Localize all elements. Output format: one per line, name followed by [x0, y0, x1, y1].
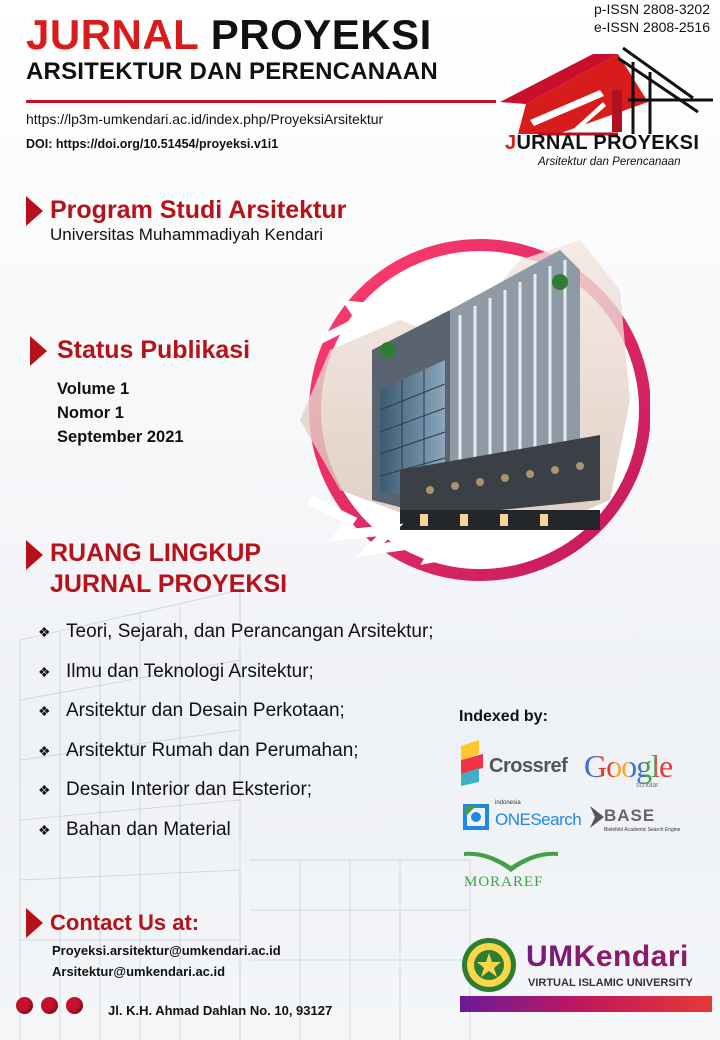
list-item — [38, 658, 434, 698]
umk-gradient-bar — [460, 996, 712, 1012]
base-sublabel: Bielefeld Academic Search Engine — [604, 827, 681, 833]
base-arrow-icon — [590, 806, 604, 828]
google-scholar-sublabel: scholar — [636, 782, 659, 789]
scope-item-text: Teori, Sejarah, dan Perancangan Arsitektur; — [66, 621, 434, 642]
red-dot — [16, 997, 33, 1014]
journal-doi[interactable]: DOI: https://doi.org/10.51454/proyeksi.v1i1 — [26, 137, 279, 151]
list-item — [38, 737, 434, 777]
diamond-bullet-icon: ❖ — [38, 663, 51, 680]
scope-title-line2: JURNAL PROYEKSI — [50, 570, 288, 598]
status-date: September 2021 — [57, 428, 184, 446]
scope-item-text: Desain Interior dan Eksterior; — [66, 779, 313, 800]
diamond-bullet-icon: ❖ — [38, 782, 51, 798]
red-dot — [41, 997, 58, 1014]
contact-address: Jl. K.H. Ahmad Dahlan No. 10, 93127 — [108, 1003, 333, 1018]
logo-journal-title — [505, 132, 699, 155]
umk-tagline: VIRTUAL ISLAMIC UNIVERSITY — [528, 977, 693, 989]
p-issn: p-ISSN 2808-3202 — [594, 1, 710, 17]
program-title: Program Studi Arsitektur — [50, 196, 347, 224]
scope-arrow-icon — [26, 540, 43, 570]
journal-title-urnal: URNAL — [49, 11, 199, 58]
journal-title-block — [26, 12, 496, 86]
status-title: Status Publikasi — [57, 336, 251, 364]
journal-title-j: J — [26, 11, 50, 58]
scope-item-text: Arsitektur Rumah dan Perumahan; — [66, 739, 359, 761]
base-logo[interactable] — [590, 804, 715, 838]
scope-list — [38, 618, 434, 855]
diamond-bullet-icon: ❖ — [38, 742, 51, 759]
journal-subtitle: ARSITEKTUR DAN PERENCANAAN — [26, 58, 438, 85]
diamond-bullet-icon: ❖ — [38, 821, 51, 838]
scope-title — [50, 538, 287, 600]
red-dot — [66, 997, 83, 1014]
diamond-bullet-icon: ❖ — [38, 703, 51, 719]
scope-item-text: Arsitektur dan Desain Perkotaan; — [66, 700, 345, 721]
crossref-label: Crossref — [489, 755, 568, 777]
university-name: Universitas Muhammadiyah Kendari — [50, 225, 324, 244]
contact-email-1[interactable]: Proyeksi.arsitektur@umkendari.ac.id — [52, 943, 281, 958]
status-number: Nomor 1 — [57, 404, 124, 422]
google-scholar-logo[interactable] — [584, 748, 694, 790]
indexed-title: Indexed by: — [459, 708, 548, 725]
contact-email-2[interactable]: Arsitektur@umkendari.ac.id — [52, 964, 226, 979]
list-item — [38, 776, 434, 816]
journal-title — [26, 12, 496, 58]
program-arrow-icon — [26, 196, 43, 226]
list-item — [38, 816, 434, 856]
google-letters: Google — [584, 748, 673, 784]
moraref-book-icon — [462, 846, 560, 874]
moraref-logo[interactable] — [462, 846, 562, 892]
onesearch-logo[interactable] — [461, 800, 582, 836]
campus-building-illustration — [280, 200, 650, 600]
status-volume: Volume 1 — [57, 380, 130, 398]
umk-name-rest: Kendari — [573, 940, 689, 973]
list-item — [38, 697, 434, 737]
journal-url[interactable]: https://lp3m-umkendari.ac.id/index.php/ProyeksiArsitektur — [26, 111, 384, 127]
status-details — [57, 377, 184, 449]
status-arrow-icon — [30, 336, 47, 366]
base-label: BASE — [604, 806, 656, 825]
umk-name — [526, 940, 689, 974]
crossref-icon — [461, 740, 487, 786]
logo-subtitle: Arsitektur dan Perencanaan — [538, 156, 681, 168]
title-divider — [26, 100, 496, 103]
onesearch-small-label: indonesia — [495, 800, 521, 806]
journal-title-proyeksi: PROYEKSI — [210, 11, 432, 58]
umk-name-um: UM — [526, 940, 574, 973]
logo-title-rest: URNAL PROYEKSI — [516, 132, 700, 154]
onesearch-icon — [461, 802, 491, 832]
contact-arrow-icon — [26, 908, 43, 938]
list-item — [38, 618, 434, 658]
crossref-logo[interactable] — [461, 740, 571, 788]
decorative-dots — [16, 997, 83, 1014]
e-issn: e-ISSN 2808-2516 — [594, 19, 710, 35]
scope-item-text: Ilmu dan Teknologi Arsitektur; — [66, 660, 314, 682]
diamond-bullet-icon: ❖ — [38, 624, 51, 640]
google-label — [584, 748, 672, 785]
moraref-label: MORAREF — [464, 874, 544, 890]
onesearch-label: ONESearch — [495, 810, 582, 829]
scope-item-text: Bahan dan Material — [66, 818, 231, 840]
logo-title-j: J — [505, 132, 517, 154]
umk-seal-icon — [461, 937, 517, 993]
issn-block — [594, 0, 710, 36]
contact-title: Contact Us at: — [50, 910, 200, 935]
scope-title-line1: RUANG LINGKUP — [50, 539, 262, 567]
